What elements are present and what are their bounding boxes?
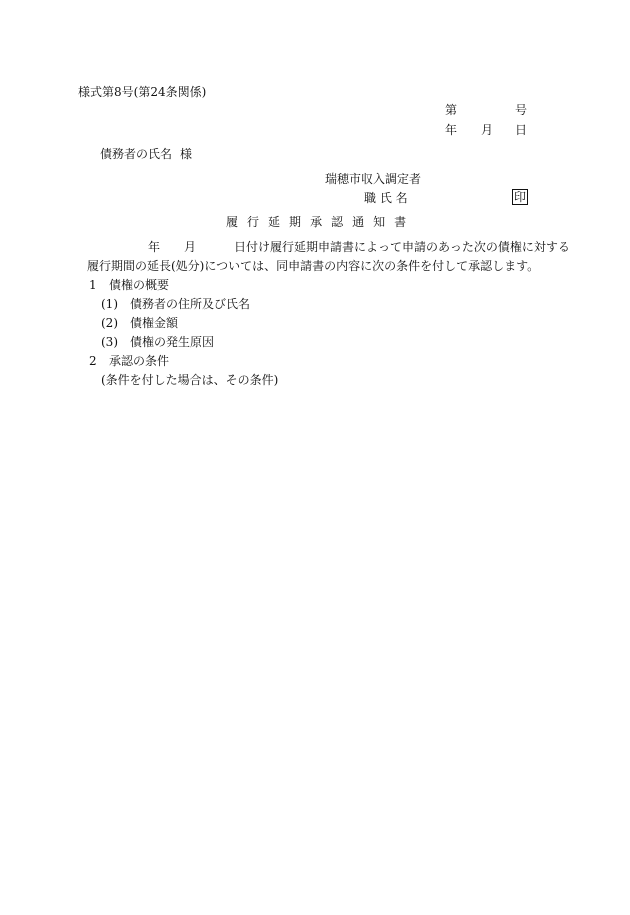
date-day-label: 日 xyxy=(515,123,528,137)
seal-mark-text: 印 xyxy=(514,190,527,204)
document-title xyxy=(226,216,406,228)
section-1-item-2-text: 債権金額 xyxy=(130,316,179,330)
document-number-suffix: 号 xyxy=(515,103,528,117)
addressee-name: 債務者の氏名 xyxy=(100,147,173,161)
section-1-item-3-number: (3) xyxy=(101,335,118,349)
form-label: 様式第8号(第24条関係) xyxy=(78,85,207,99)
body-line-1: 日付け履行延期申請書によって申請のあった次の債権に対する xyxy=(234,240,570,254)
document-title-char: 通 xyxy=(352,215,365,229)
date-year-label: 年 xyxy=(445,123,458,137)
section-2-number: 2 xyxy=(89,354,97,368)
section-1-item-2-number: (2) xyxy=(101,316,118,330)
document-title-char: 履 xyxy=(226,215,239,229)
section-2-title: 承認の条件 xyxy=(109,354,170,368)
document-title-char: 承 xyxy=(310,215,323,229)
section-1-item-1-number: (1) xyxy=(101,297,118,311)
body-month-label: 月 xyxy=(184,240,197,254)
addressee-honorific: 様 xyxy=(180,147,193,161)
issuer-title-name: 職 氏 名 xyxy=(364,191,408,205)
document-number-prefix: 第 xyxy=(445,103,458,117)
date-month-label: 月 xyxy=(481,123,494,137)
section-1-number: 1 xyxy=(89,278,97,292)
body-year-label: 年 xyxy=(148,240,161,254)
document-title-char: 延 xyxy=(268,215,281,229)
document-title-char: 書 xyxy=(394,215,407,229)
section-1-item-3-text: 債権の発生原因 xyxy=(130,335,215,349)
document-title-char: 知 xyxy=(373,215,386,229)
document-title-char: 行 xyxy=(247,215,260,229)
section-1-item-1-text: 債務者の住所及び氏名 xyxy=(130,297,251,311)
section-2-note: (条件を付した場合は、その条件) xyxy=(101,373,279,387)
document-title-char: 認 xyxy=(331,215,344,229)
seal-mark xyxy=(512,189,528,205)
issuer-organization: 瑞穂市収入調定者 xyxy=(325,172,422,186)
section-1-title: 債権の概要 xyxy=(109,278,170,292)
document-title-char: 期 xyxy=(289,215,302,229)
body-line-2: 履行期間の延長(処分)については、同申請書の内容に次の条件を付して承認します。 xyxy=(87,259,540,273)
